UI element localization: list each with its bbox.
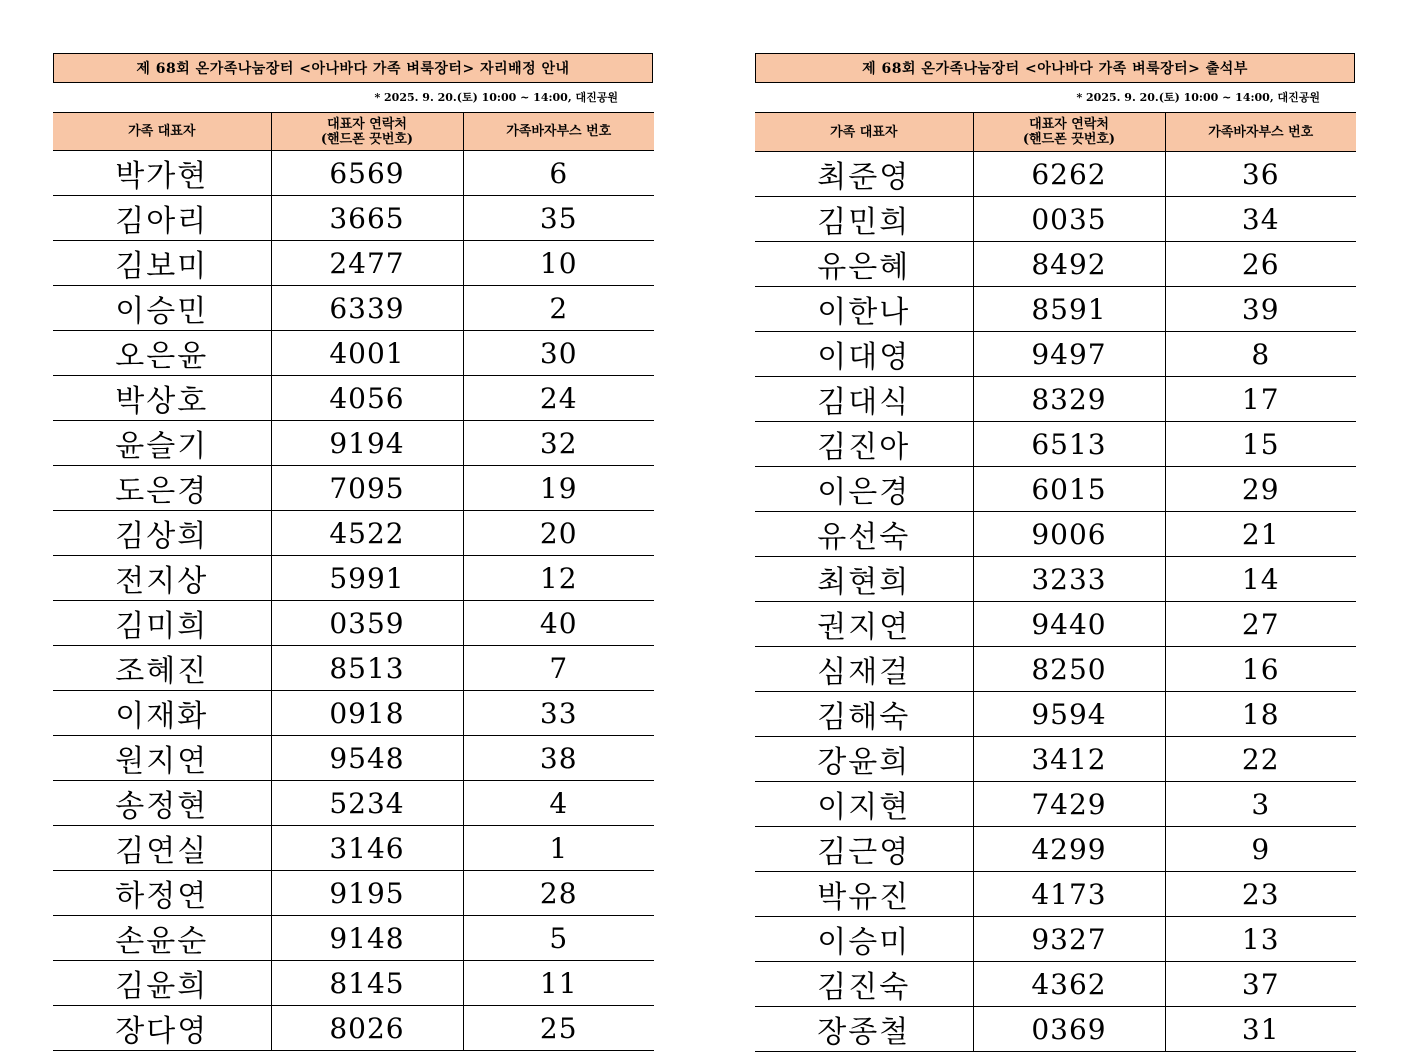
representative-name: 손윤순 [53, 916, 271, 961]
booth-number: 29 [1165, 467, 1356, 512]
booth-number: 17 [1165, 377, 1356, 422]
phone-last-digits: 7429 [973, 782, 1165, 827]
table-row [755, 962, 1356, 1007]
phone-last-digits: 2477 [271, 241, 463, 286]
booth-number: 25 [463, 1006, 654, 1051]
booth-number: 8 [1165, 332, 1356, 377]
representative-name: 김근영 [755, 827, 973, 872]
table-row [755, 782, 1356, 827]
booth-number: 28 [463, 871, 654, 916]
phone-last-digits: 0918 [271, 691, 463, 736]
representative-name: 강윤희 [755, 737, 973, 782]
booth-number: 11 [463, 961, 654, 1006]
table-row [755, 467, 1356, 512]
booth-number: 22 [1165, 737, 1356, 782]
table-row [53, 376, 654, 421]
table-row [755, 332, 1356, 377]
phone-last-digits: 9194 [271, 421, 463, 466]
booth-number: 40 [463, 601, 654, 646]
representative-name: 오은윤 [53, 331, 271, 376]
representative-name: 유선숙 [755, 512, 973, 557]
table-row [53, 781, 654, 826]
booth-number: 23 [1165, 872, 1356, 917]
phone-last-digits: 6015 [973, 467, 1165, 512]
representative-name: 윤슬기 [53, 421, 271, 466]
booth-number: 4 [463, 781, 654, 826]
table-header-row [53, 113, 654, 151]
representative-name: 심재걸 [755, 647, 973, 692]
phone-last-digits: 8591 [973, 287, 1165, 332]
table-row [755, 827, 1356, 872]
table-row [53, 736, 654, 781]
representative-name: 김대식 [755, 377, 973, 422]
booth-number: 39 [1165, 287, 1356, 332]
table-row [53, 961, 654, 1006]
header-family-representative: 가족 대표자 [53, 113, 271, 151]
table-row [755, 692, 1356, 737]
representative-name: 이승민 [53, 286, 271, 331]
booth-number: 15 [1165, 422, 1356, 467]
phone-last-digits: 4001 [271, 331, 463, 376]
table-row [53, 556, 654, 601]
header-contact-line2: (핸드폰 끗번호) [320, 131, 414, 147]
table-row [53, 916, 654, 961]
representative-name: 이승미 [755, 917, 973, 962]
booth-number: 37 [1165, 962, 1356, 1007]
phone-last-digits: 0035 [973, 197, 1165, 242]
phone-last-digits: 7095 [271, 466, 463, 511]
representative-name: 김미희 [53, 601, 271, 646]
table-row [53, 871, 654, 916]
booth-number: 6 [463, 151, 654, 196]
representative-name: 김윤희 [53, 961, 271, 1006]
header-contact-line1: 대표자 연락처 [327, 116, 407, 132]
phone-last-digits: 8329 [973, 377, 1165, 422]
booth-number: 12 [463, 556, 654, 601]
table-row [755, 557, 1356, 602]
booth-number: 33 [463, 691, 654, 736]
table-row [53, 466, 654, 511]
phone-last-digits: 3665 [271, 196, 463, 241]
phone-last-digits: 4299 [973, 827, 1165, 872]
attendance-table [755, 113, 1356, 1052]
header-contact-line2: (핸드폰 끗번호) [1022, 132, 1116, 147]
representative-name: 박상호 [53, 376, 271, 421]
representative-name: 김연실 [53, 826, 271, 871]
booth-number: 20 [463, 511, 654, 556]
phone-last-digits: 4056 [271, 376, 463, 421]
phone-last-digits: 3233 [973, 557, 1165, 602]
representative-name: 권지연 [755, 602, 973, 647]
phone-last-digits: 9548 [271, 736, 463, 781]
phone-last-digits: 8250 [973, 647, 1165, 692]
table-row [755, 737, 1356, 782]
booth-number: 31 [1165, 1007, 1356, 1052]
phone-last-digits: 5234 [271, 781, 463, 826]
header-contact-line1: 대표자 연락처 [1029, 117, 1109, 132]
table-row [53, 826, 654, 871]
phone-last-digits: 8145 [271, 961, 463, 1006]
seat-assignment-sheet [53, 53, 654, 1051]
representative-name: 송정현 [53, 781, 271, 826]
attendance-sheet [755, 53, 1356, 1052]
representative-name: 최준영 [755, 152, 973, 197]
booth-number: 30 [463, 331, 654, 376]
representative-name: 김아리 [53, 196, 271, 241]
representative-name: 이재화 [53, 691, 271, 736]
table-row [755, 287, 1356, 332]
booth-number: 24 [463, 376, 654, 421]
phone-last-digits: 8026 [271, 1006, 463, 1051]
phone-last-digits: 0359 [271, 601, 463, 646]
header-family-representative: 가족 대표자 [755, 113, 973, 152]
table-row [755, 602, 1356, 647]
phone-last-digits: 9327 [973, 917, 1165, 962]
phone-last-digits: 8492 [973, 242, 1165, 287]
table-row [755, 1007, 1356, 1052]
booth-number: 18 [1165, 692, 1356, 737]
representative-name: 김상희 [53, 511, 271, 556]
representative-name: 도은경 [53, 466, 271, 511]
booth-number: 26 [1165, 242, 1356, 287]
representative-name: 김민희 [755, 197, 973, 242]
representative-name: 김진아 [755, 422, 973, 467]
phone-last-digits: 6513 [973, 422, 1165, 467]
table-row [53, 286, 654, 331]
booth-number: 19 [463, 466, 654, 511]
booth-number: 34 [1165, 197, 1356, 242]
phone-last-digits: 3412 [973, 737, 1165, 782]
phone-last-digits: 6569 [271, 151, 463, 196]
booth-number: 21 [1165, 512, 1356, 557]
booth-number: 32 [463, 421, 654, 466]
phone-last-digits: 4173 [973, 872, 1165, 917]
table-row [53, 331, 654, 376]
header-contact [973, 113, 1165, 152]
phone-last-digits: 9006 [973, 512, 1165, 557]
booth-number: 13 [1165, 917, 1356, 962]
table-row [53, 151, 654, 196]
booth-number: 7 [463, 646, 654, 691]
seat-assignment-table [53, 113, 654, 1051]
representative-name: 김진숙 [755, 962, 973, 1007]
table-row [755, 242, 1356, 287]
table-row [53, 691, 654, 736]
table-row [755, 152, 1356, 197]
phone-last-digits: 0369 [973, 1007, 1165, 1052]
representative-name: 박가현 [53, 151, 271, 196]
representative-name: 유은혜 [755, 242, 973, 287]
event-date-note: * 2025. 9. 20.(토) 10:00 ~ 14:00, 대진공원 [53, 83, 654, 113]
booth-number: 5 [463, 916, 654, 961]
event-date-note: * 2025. 9. 20.(토) 10:00 ~ 14:00, 대진공원 [755, 83, 1356, 113]
representative-name: 최현희 [755, 557, 973, 602]
representative-name: 하정연 [53, 871, 271, 916]
booth-number: 38 [463, 736, 654, 781]
booth-number: 16 [1165, 647, 1356, 692]
table-row [53, 646, 654, 691]
table-row [755, 512, 1356, 557]
header-contact [271, 113, 463, 151]
phone-last-digits: 9195 [271, 871, 463, 916]
booth-number: 10 [463, 241, 654, 286]
table-row [53, 511, 654, 556]
table-row [53, 241, 654, 286]
phone-last-digits: 6262 [973, 152, 1165, 197]
table-row [755, 377, 1356, 422]
table-row [53, 601, 654, 646]
table-row [53, 421, 654, 466]
phone-last-digits: 9497 [973, 332, 1165, 377]
table-row [53, 1006, 654, 1051]
representative-name: 이대영 [755, 332, 973, 377]
table-row [755, 422, 1356, 467]
phone-last-digits: 6339 [271, 286, 463, 331]
representative-name: 장종철 [755, 1007, 973, 1052]
representative-name: 김해숙 [755, 692, 973, 737]
sheet-title: 제 68회 온가족나눔장터 <아나바다 가족 벼룩장터> 출석부 [755, 53, 1355, 83]
phone-last-digits: 4362 [973, 962, 1165, 1007]
phone-last-digits: 5991 [271, 556, 463, 601]
representative-name: 장다영 [53, 1006, 271, 1051]
table-row [755, 917, 1356, 962]
booth-number: 35 [463, 196, 654, 241]
table-row [53, 196, 654, 241]
header-booth-number: 가족바자부스 번호 [1165, 113, 1356, 152]
booth-number: 36 [1165, 152, 1356, 197]
phone-last-digits: 9594 [973, 692, 1165, 737]
representative-name: 원지연 [53, 736, 271, 781]
phone-last-digits: 9440 [973, 602, 1165, 647]
booth-number: 3 [1165, 782, 1356, 827]
table-row [755, 197, 1356, 242]
representative-name: 김보미 [53, 241, 271, 286]
header-booth-number: 가족바자부스 번호 [463, 113, 654, 151]
phone-last-digits: 8513 [271, 646, 463, 691]
representative-name: 전지상 [53, 556, 271, 601]
representative-name: 박유진 [755, 872, 973, 917]
booth-number: 27 [1165, 602, 1356, 647]
booth-number: 1 [463, 826, 654, 871]
table-row [755, 647, 1356, 692]
representative-name: 조혜진 [53, 646, 271, 691]
representative-name: 이지현 [755, 782, 973, 827]
representative-name: 이한나 [755, 287, 973, 332]
booth-number: 2 [463, 286, 654, 331]
sheet-title: 제 68회 온가족나눔장터 <아나바다 가족 벼룩장터> 자리배정 안내 [53, 53, 653, 83]
table-row [755, 872, 1356, 917]
booth-number: 9 [1165, 827, 1356, 872]
phone-last-digits: 4522 [271, 511, 463, 556]
booth-number: 14 [1165, 557, 1356, 602]
phone-last-digits: 9148 [271, 916, 463, 961]
table-header-row [755, 113, 1356, 152]
phone-last-digits: 3146 [271, 826, 463, 871]
representative-name: 이은경 [755, 467, 973, 512]
